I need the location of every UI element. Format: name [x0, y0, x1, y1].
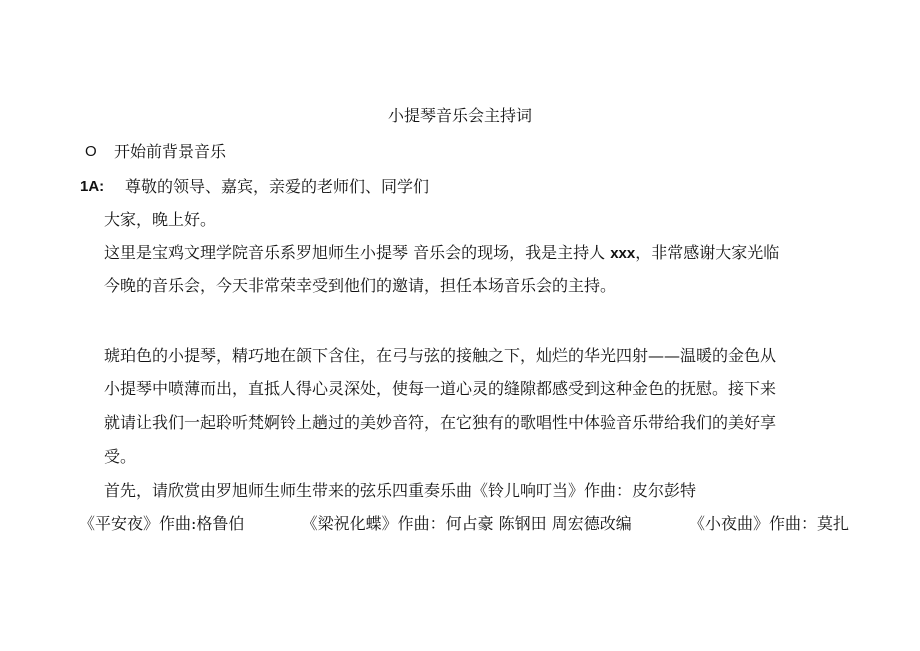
intro-paragraph-line-1 — [104, 243, 779, 264]
document-title: 小提琴音乐会主持词 — [387, 106, 532, 125]
section-label-1a: 1A: — [80, 178, 105, 195]
program-item-serenade: 《小夜曲》作曲：莫扎 — [688, 514, 849, 533]
violin-paragraph-line-2: 小提琴中喷薄而出，直抵人得心灵深处，使每一道心灵的缝隙都感受到这种金色的抚慰。接下来 — [104, 379, 777, 398]
intro-text-b: ，非常感谢大家光临 — [635, 243, 780, 262]
program-list — [79, 514, 849, 534]
intro-text-a: 这里是宝鸡文理学院音乐系罗旭师生小提琴 音乐会的现场，我是主持人 — [104, 243, 611, 262]
background-music-item: 开始前背景音乐 — [114, 142, 227, 161]
first-piece-line: 首先，请欣赏由罗旭师生师生带来的弦乐四重奏乐曲《铃儿响叮当》作曲：皮尔彭特 — [104, 481, 697, 500]
program-item-butterfly-lovers: 《梁祝化蝶》作曲：何占豪 陈钢田 周宏德改编 — [301, 514, 632, 533]
bullet-marker: O — [85, 143, 97, 160]
violin-paragraph-line-3: 就请让我们一起聆听梵婀铃上趟过的美妙音符，在它独有的歌唱性中体验音乐带给我们的美好享 — [104, 413, 777, 432]
violin-paragraph-line-4: 受。 — [104, 447, 137, 466]
violin-paragraph-line-1: 琥珀色的小提琴，精巧地在颌下含住，在弓与弦的接触之下，灿烂的华光四射——温暖的金色从 — [104, 346, 777, 365]
intro-paragraph-line-2: 今晚的音乐会，今天非常荣幸受到他们的邀请，担任本场音乐会的主持。 — [104, 276, 617, 295]
host-name: xxx — [610, 245, 636, 262]
greeting-line: 尊敬的领导、嘉宾，亲爱的老师们、同学们 — [125, 177, 430, 196]
evening-greeting: 大家，晚上好。 — [104, 210, 217, 229]
program-item-silent-night: 《平安夜》作曲:格鲁伯 — [79, 514, 245, 533]
